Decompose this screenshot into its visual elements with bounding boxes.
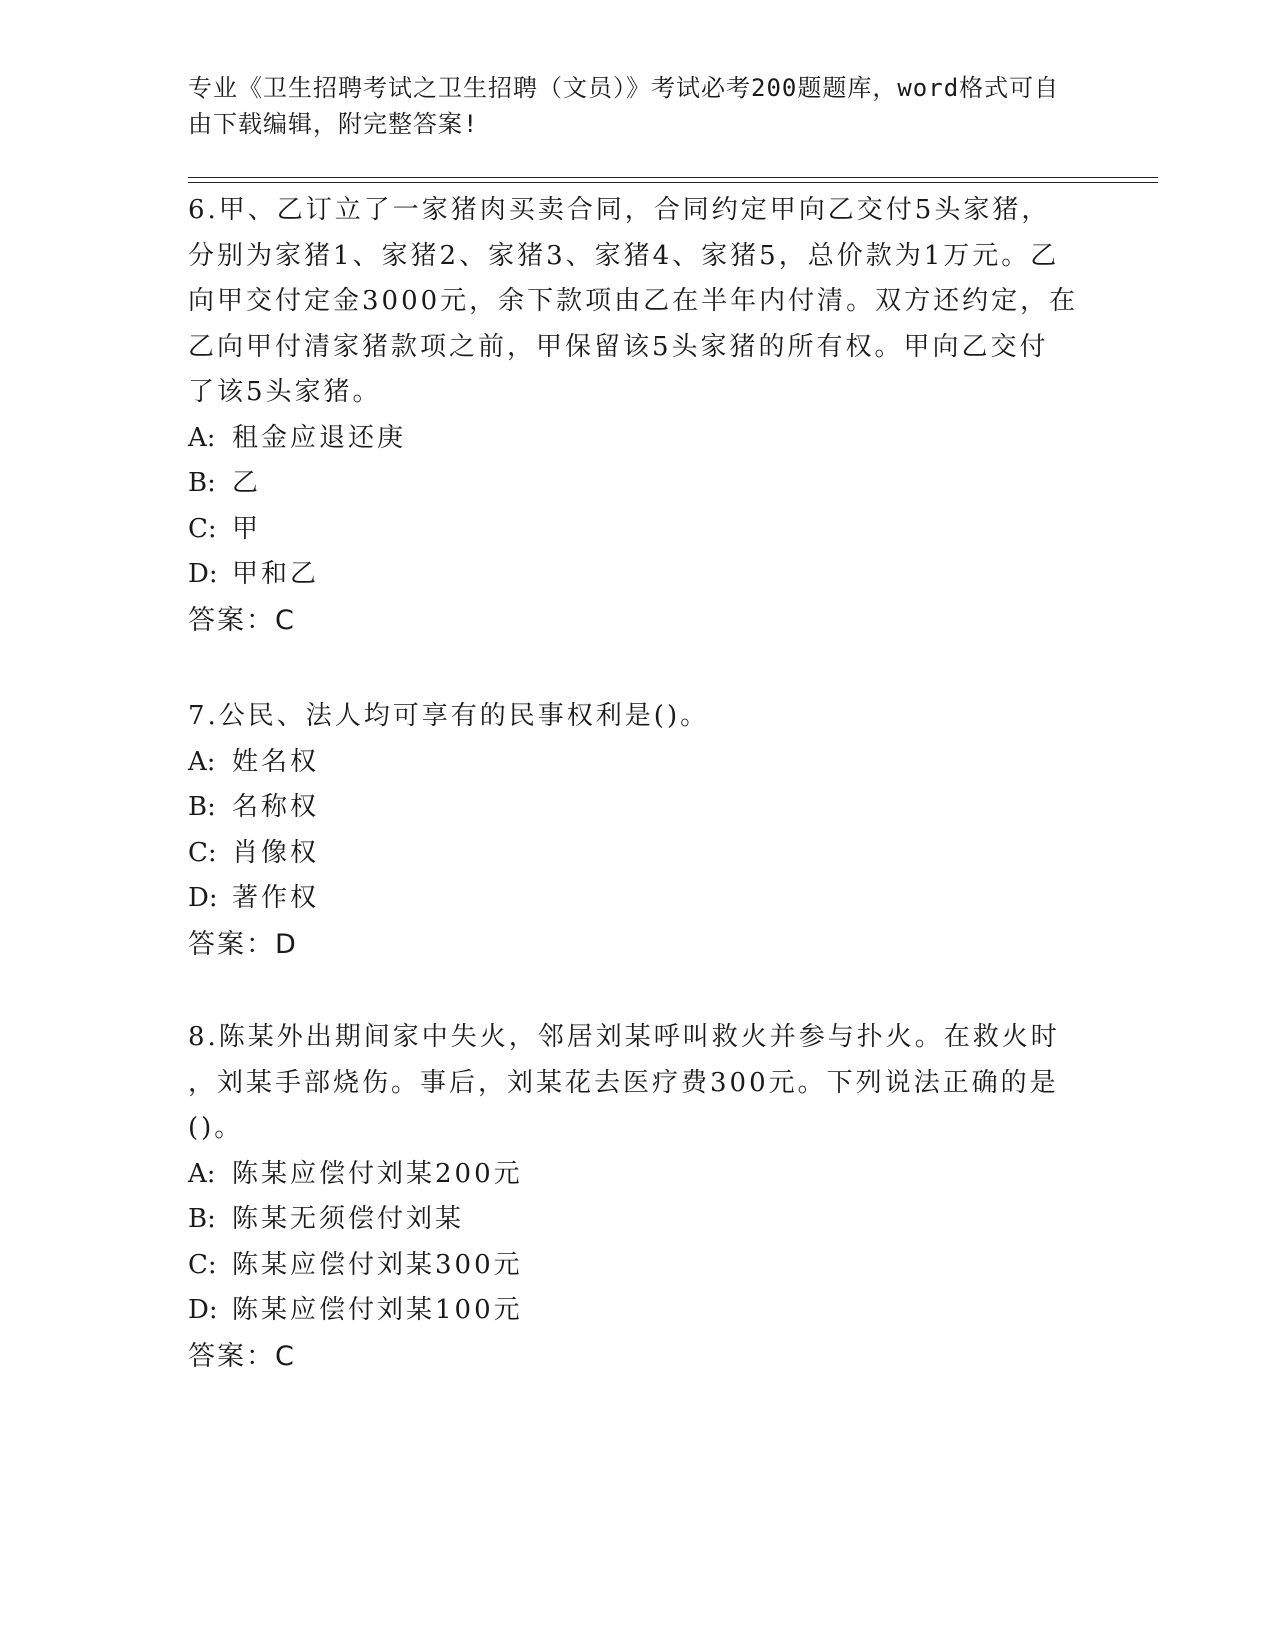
option-d bbox=[188, 552, 1088, 598]
question-stem-line: 分别为家猪1、家猪2、家猪3、家猪4、家猪5，总价款为1万元。乙 bbox=[188, 240, 1060, 271]
option-text: 肖像权 bbox=[232, 837, 320, 868]
question-stem-line: 7.公民、法人均可享有的民事权利是()。 bbox=[188, 701, 710, 731]
question-stem-line: 乙向甲付清家猪款项之前，甲保留该5头家猪的所有权。甲向乙交付 bbox=[188, 331, 1049, 362]
option-text: 名称权 bbox=[232, 792, 320, 822]
option-text: 陈某无须偿付刘某 bbox=[232, 1204, 465, 1234]
question-stem-line: 向甲交付定金3000元，余下款项由乙在半年内付清。双方还约定，在 bbox=[188, 286, 1079, 316]
question-stem-line: ，刘某手部烧伤。事后，刘某花去医疗费300元。下列说法正确的是 bbox=[188, 1067, 1059, 1098]
option-b bbox=[188, 1197, 1088, 1243]
option-letter: D: bbox=[188, 883, 218, 913]
option-letter: B: bbox=[188, 792, 216, 822]
option-text: 陈某应偿付刘某100元 bbox=[232, 1295, 523, 1325]
header-line-2: 由下载编辑，附完整答案! bbox=[188, 110, 479, 138]
answer-line: 答案：D bbox=[188, 928, 298, 960]
option-a bbox=[188, 1152, 1088, 1198]
header-line-1: 专业《卫生招聘考试之卫生招聘（文员）》考试必考200题题库，word格式可自 bbox=[188, 74, 1060, 102]
question-7 bbox=[188, 694, 1088, 967]
question-stem-line: 了该5头家猪。 bbox=[188, 377, 382, 407]
option-letter: B: bbox=[188, 468, 216, 498]
option-b bbox=[188, 461, 1088, 507]
option-letter: C: bbox=[188, 513, 217, 544]
option-text: 甲和乙 bbox=[232, 559, 320, 589]
option-c bbox=[188, 831, 1088, 877]
option-letter: B: bbox=[188, 1204, 216, 1234]
option-letter: A: bbox=[188, 422, 216, 453]
option-text: 乙 bbox=[232, 468, 262, 498]
document-header bbox=[188, 70, 1088, 142]
option-a bbox=[188, 416, 1088, 462]
option-text: 陈某应偿付刘某200元 bbox=[232, 1158, 523, 1189]
option-b bbox=[188, 785, 1088, 831]
option-c bbox=[188, 507, 1088, 553]
option-letter: C: bbox=[188, 1249, 217, 1280]
question-stem-line: 8.陈某外出期间家中失火，邻居刘某呼叫救火并参与扑火。在救火时 bbox=[188, 1022, 1060, 1052]
question-8 bbox=[188, 1015, 1088, 1379]
option-text: 著作权 bbox=[232, 883, 320, 913]
option-letter: A: bbox=[188, 746, 216, 777]
option-letter: D: bbox=[188, 559, 218, 589]
question-stem-line: ()。 bbox=[188, 1113, 244, 1143]
option-text: 姓名权 bbox=[232, 746, 320, 777]
option-letter: C: bbox=[188, 837, 217, 868]
option-letter: A: bbox=[188, 1158, 216, 1189]
question-6 bbox=[188, 188, 1088, 643]
header-divider-bottom bbox=[188, 182, 1158, 183]
answer-line: 答案：C bbox=[188, 1340, 296, 1372]
option-text: 甲 bbox=[232, 513, 262, 544]
header-divider-top bbox=[188, 177, 1158, 178]
question-stem-line: 6.甲、乙订立了一家猪肉买卖合同，合同约定甲向乙交付5头家猪， bbox=[188, 195, 1051, 225]
answer-line: 答案：C bbox=[188, 604, 296, 636]
option-letter: D: bbox=[188, 1295, 218, 1325]
option-d bbox=[188, 1288, 1088, 1334]
option-text: 陈某应偿付刘某300元 bbox=[232, 1249, 523, 1280]
option-c bbox=[188, 1243, 1088, 1289]
option-d bbox=[188, 876, 1088, 922]
option-text: 租金应退还庚 bbox=[232, 422, 407, 453]
option-a bbox=[188, 740, 1088, 786]
